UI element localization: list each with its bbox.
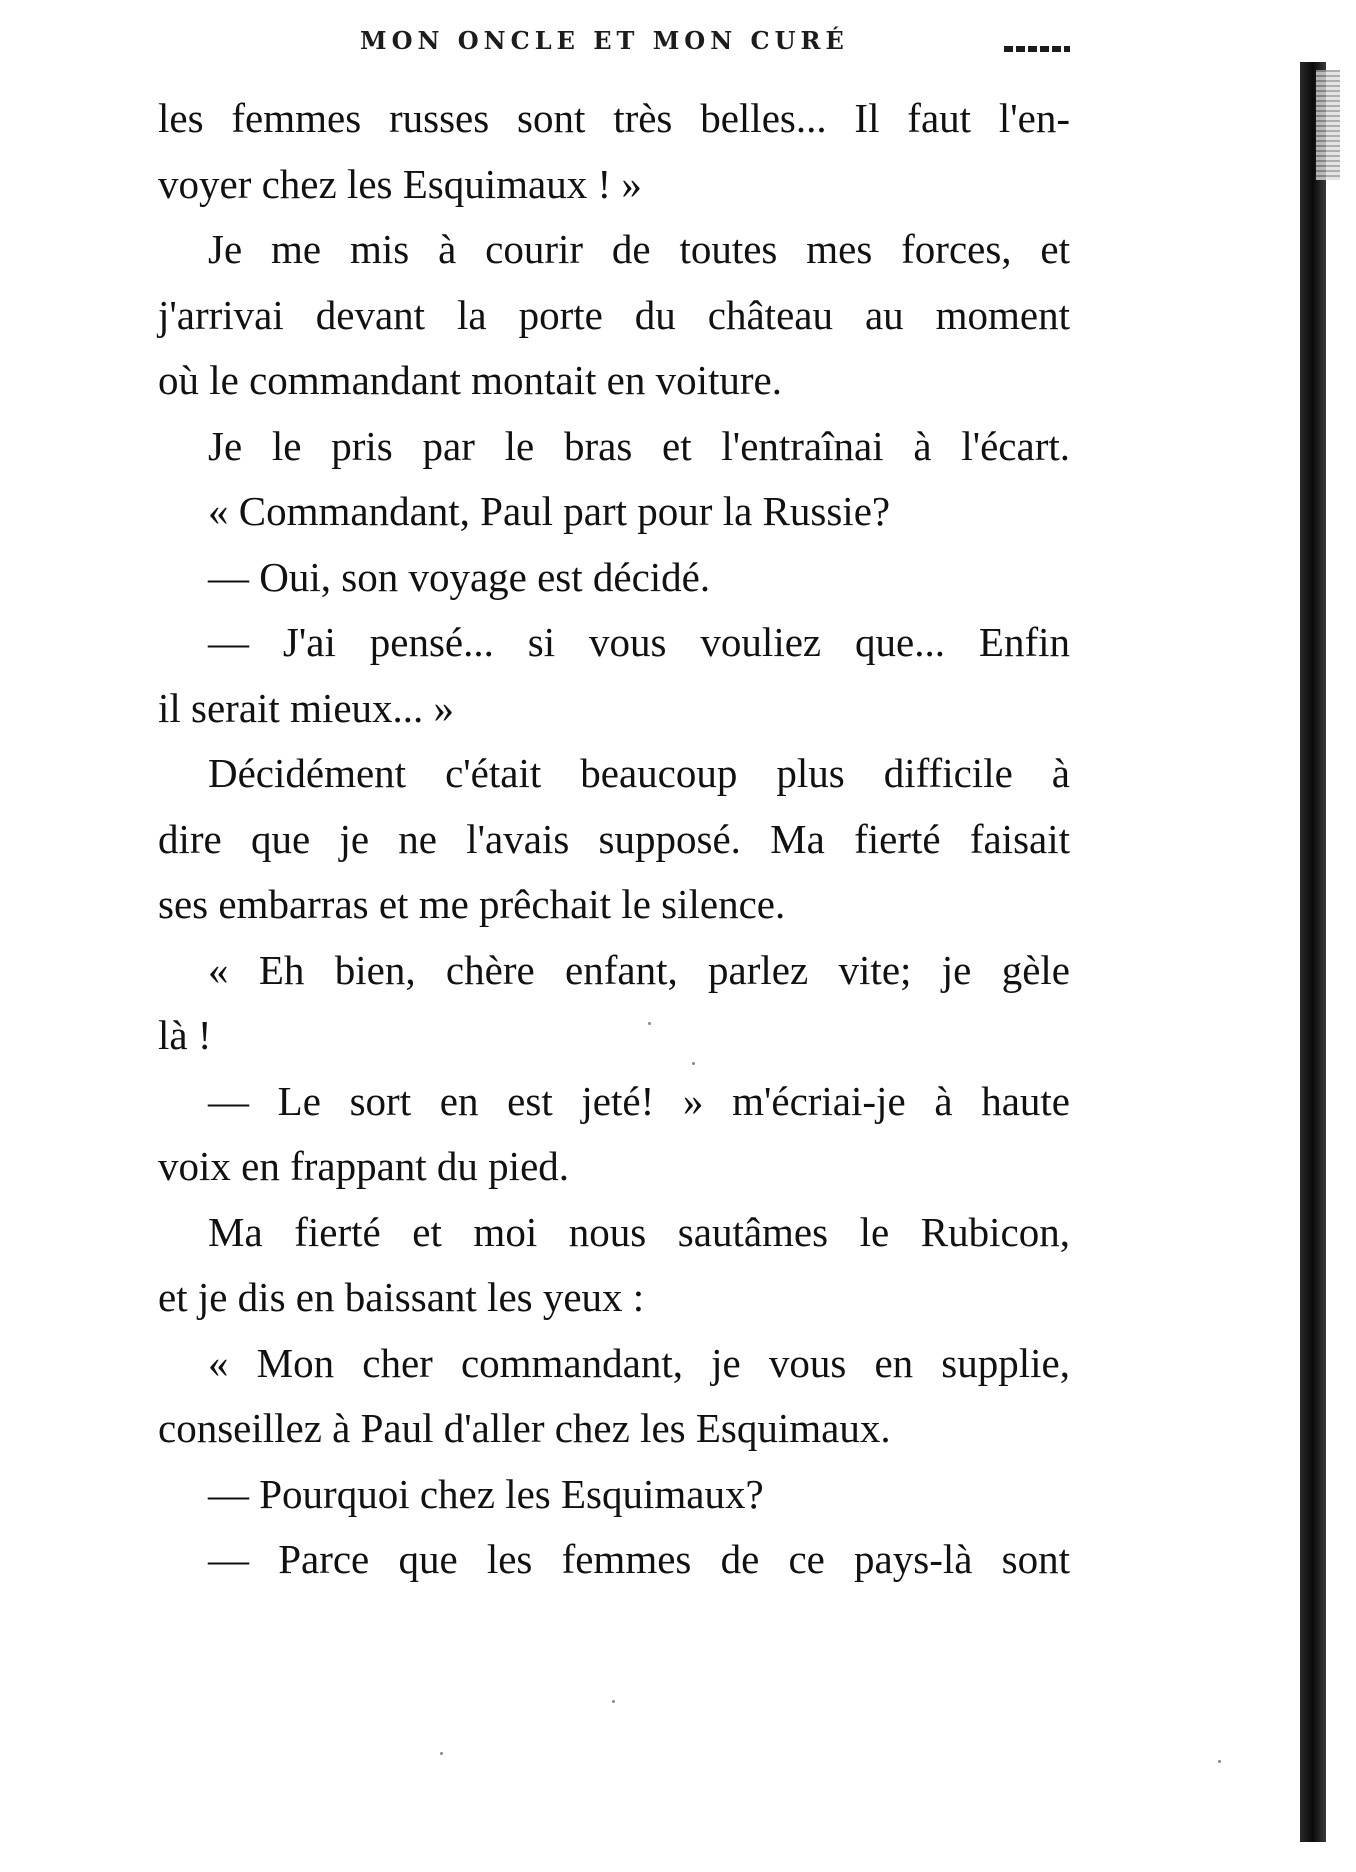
text-line: — Oui, son voyage est décidé. xyxy=(208,553,711,600)
text-line: Je me mis à courir de toutes mes forces, et xyxy=(208,226,1070,272)
text-line: là ! xyxy=(158,1012,212,1058)
text-line: « Mon cher commandant, je vous en supplie, xyxy=(208,1339,1070,1386)
text-line: « Eh bien, chère enfant, parlez vite; je gèle xyxy=(208,946,1070,993)
paper-speck xyxy=(692,1062,695,1065)
running-header: MON ONCLE ET MON CURÉ xyxy=(360,26,849,55)
page-number xyxy=(1004,38,1070,46)
text-line: il serait mieux... » xyxy=(158,684,455,731)
text-line: — Parce que les femmes de ce pays-là sont xyxy=(208,1536,1070,1582)
text-line: j'arrivai devant la porte du château au moment xyxy=(158,291,1070,338)
text-line: Ma fierté et moi nous sautâmes le Rubicon, xyxy=(208,1208,1070,1255)
paper-speck xyxy=(612,1700,615,1703)
paper-speck xyxy=(1218,1760,1221,1763)
text-line: Je le pris par le bras et l'entraînai à l'écart. xyxy=(208,422,1070,469)
body-text xyxy=(158,86,1070,1593)
page-number-mark xyxy=(1004,46,1070,52)
text-line: ses embarras et me prêchait le silence. xyxy=(158,881,786,927)
text-line: voyer chez les Esquimaux ! » xyxy=(158,160,642,207)
book-binding-edge xyxy=(1300,62,1326,1842)
text-line: dire que je ne l'avais supposé. Ma fierté faisait xyxy=(158,815,1070,862)
text-line: — Le sort en est jeté! » m'écriai-je à haute xyxy=(208,1077,1070,1124)
paper-speck xyxy=(648,1022,651,1025)
text-line: et je dis en baissant les yeux : xyxy=(158,1274,645,1320)
text-line: voix en frappant du pied. xyxy=(158,1143,570,1189)
text-line: conseillez à Paul d'aller chez les Esquimaux. xyxy=(158,1405,891,1451)
text-line: — J'ai pensé... si vous vouliez que... Enfin xyxy=(208,619,1070,665)
text-line: — Pourquoi chez les Esquimaux? xyxy=(208,1470,764,1517)
binding-shadow xyxy=(1316,70,1340,180)
text-line: Décidément c'était beaucoup plus difficile à xyxy=(208,750,1070,796)
text-line: « Commandant, Paul part pour la Russie? xyxy=(208,488,891,534)
text-line: les femmes russes sont très belles... Il faut l'en- xyxy=(158,95,1070,141)
text-line: où le commandant montait en voiture. xyxy=(158,357,782,403)
paper-speck xyxy=(440,1752,443,1755)
